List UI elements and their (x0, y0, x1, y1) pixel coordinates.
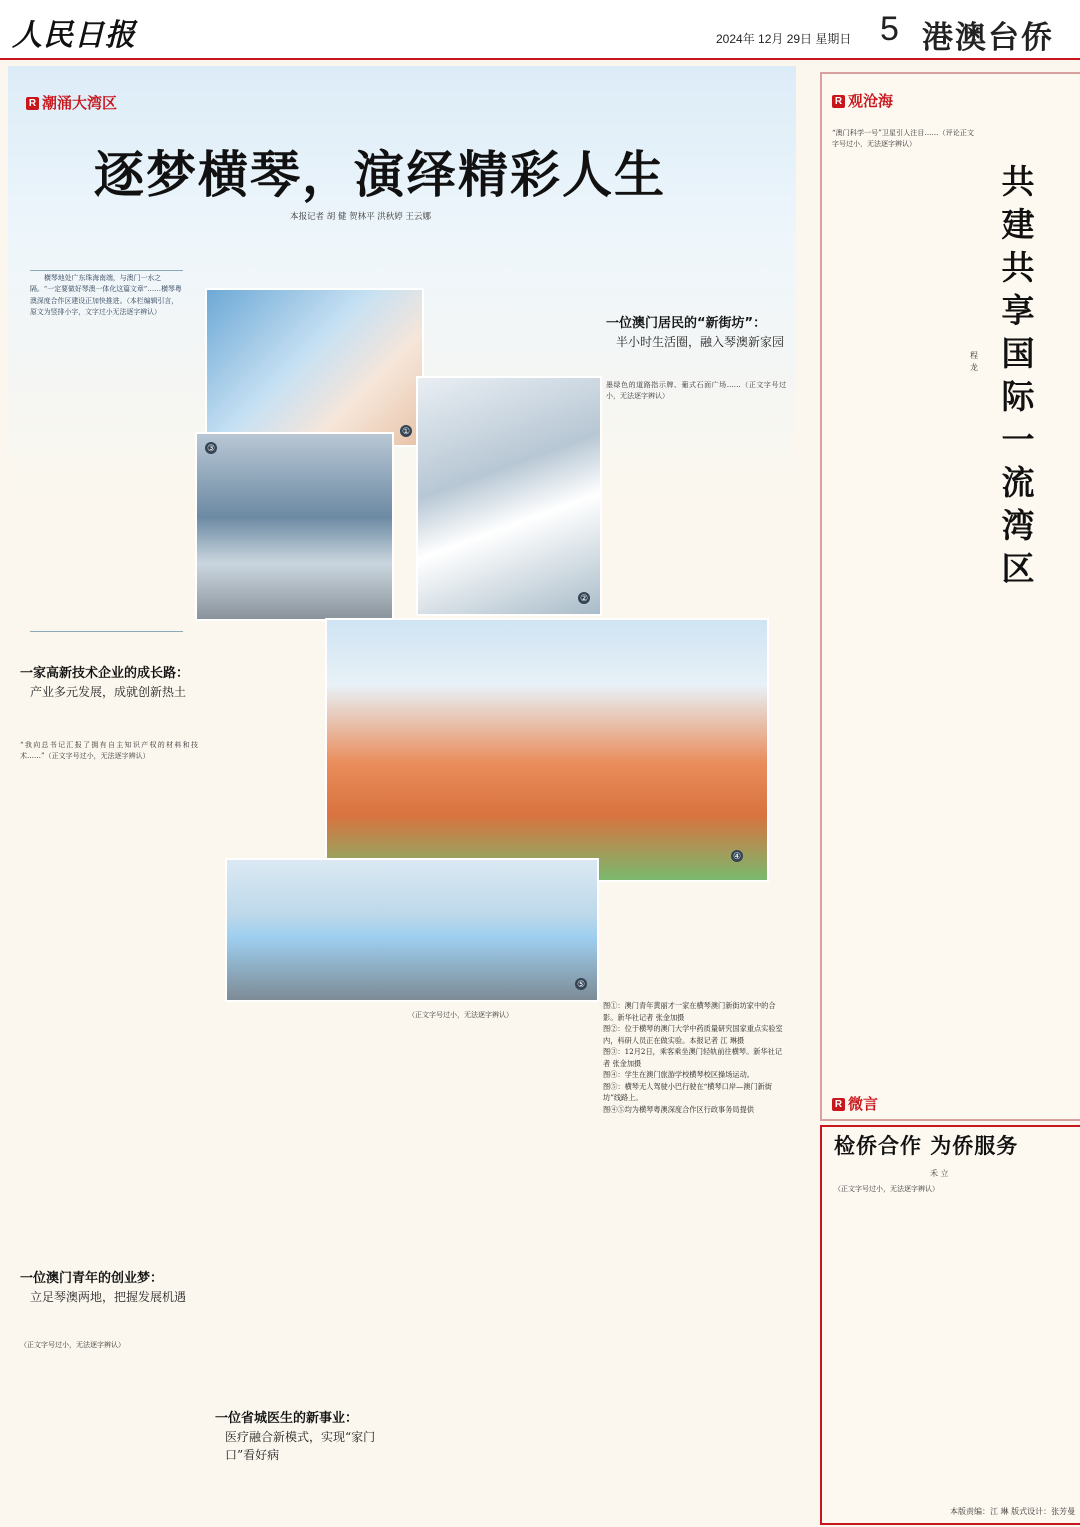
page-section-title: 港澳台侨 (922, 20, 1054, 56)
feature-intro-text: 横琴地处广东珠海南端，与澳门一水之隔。“一定要做好琴澳一体化这篇文章”……横琴粤澳深度合作区建设正加快推进。（本栏编辑引言，原文为竖排小字，文字过小无法逐字辨认） (30, 274, 182, 317)
issue-date: 2024年 12月 29日 星期日 (716, 32, 852, 46)
story1-body: “我向总书记汇报了拥有自主知识产权的材料和技术……”（正文字号过小，无法逐字辨认） (20, 741, 198, 761)
photo-family: ① (205, 288, 424, 447)
micro-author: 禾 立 (930, 1169, 949, 1178)
micro-body: （正文字号过小，无法逐字辨认） (834, 1185, 939, 1193)
commentary-author: 程龙 (970, 351, 978, 372)
micro-title: 检侨合作 为侨服务 (834, 1134, 1019, 1158)
r-badge-icon: R (832, 1098, 845, 1111)
story4-body: 墨绿色的道路指示牌、葡式石面广场……（正文字号过小，无法逐字辨认） (606, 381, 786, 401)
r-badge-icon: R (832, 95, 845, 108)
micro-section-tag: R 微言 (832, 1093, 878, 1114)
newspaper-logo: 人民日报 (12, 18, 136, 53)
photo-autonomous-bus: ⑤ (225, 858, 599, 1002)
story1-heading: 一家高新技术企业的成长路： 产业多元发展，成就创新热土 (20, 666, 190, 699)
feature-headline: 逐梦横琴，演绎精彩人生 (94, 146, 666, 204)
feature-section-tag: R 潮涌大湾区 (26, 92, 117, 113)
story4-continued (606, 950, 786, 998)
r-badge-icon: R (26, 97, 39, 110)
masthead (0, 0, 1080, 60)
commentary-title: 共建共享国际一流湾区 (1001, 162, 1035, 588)
story3-heading: 一位省城医生的新事业： 医疗融合新模式，实现“家门口”看好病 (215, 1411, 376, 1462)
story2-heading: 一位澳门青年的创业梦： 立足琴澳两地，把握发展机遇 (20, 1271, 187, 1304)
photo-school-track: ④ (325, 618, 769, 882)
photo-laboratory: ② (416, 376, 602, 616)
commentary-body: “澳门科学一号”卫星引人注目……（评论正文字号过小，无法逐字辨认） (832, 129, 974, 149)
photo-light-rail: ③ (195, 432, 394, 621)
page-number: 5 (880, 10, 899, 48)
story4-heading: 一位澳门居民的“新街坊”： 半小时生活圈，融入琴澳新家园 (606, 316, 785, 349)
editor-line: 本版责编：江 琳 版式设计：张芳曼 (950, 1507, 1076, 1516)
photo-captions: 图①：澳门青年黄丽才一家在横琴澳门新街坊家中的合影。新华社记者 张金加摄 图②：位于横琴的澳门大学中药质量研究国家重点实验室内，科研人员正在做实验。本报记者 江 琳摄 图③：12月2日，乘客乘坐澳门轻轨前往横琴。新华社记者 张金加摄 图④：学生在澳门旅游学校横琴校区操场运动。 图⑤：横琴无人驾驶小巴行驶在“横琴口岸—澳门新街坊”线路上。 图④⑤均为横琴粤澳深度合作区行政事务局提供 (603, 1001, 783, 1114)
feature-byline: 本报记者 胡 健 贺林平 洪秋婷 王云娜 (290, 212, 432, 222)
story2-body: （正文字号过小，无法逐字辨认） (20, 1341, 125, 1349)
feature-intro-box (30, 270, 183, 632)
story3-body: （正文字号过小，无法逐字辨认） (408, 1011, 513, 1019)
story2-continued (213, 1010, 391, 1395)
commentary-section-tag: R 观沧海 (832, 90, 893, 111)
